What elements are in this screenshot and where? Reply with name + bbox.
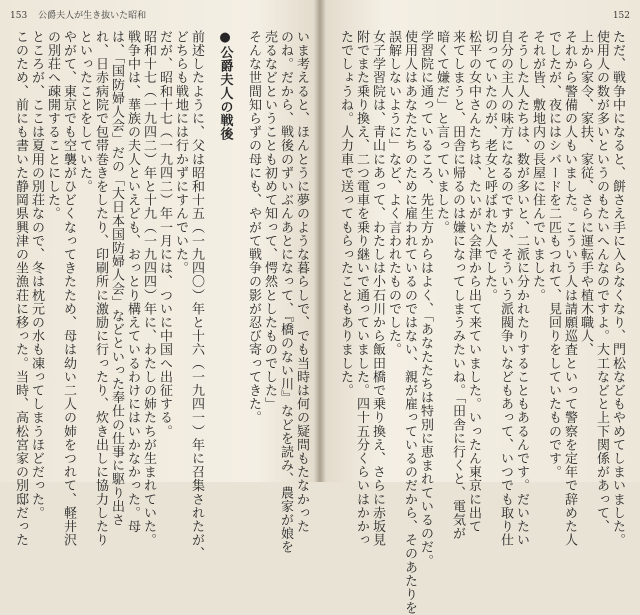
section-heading: ●公爵夫人の戦後: [217, 30, 233, 141]
text-column: 女子学習院は、青山にあって、わたしは小石川から飯田橋で乗り換え、さらに赤坂見: [370, 30, 385, 547]
text-column: いま考えると、ほんとうに夢のような暮らしで、でも当時は何の疑問もたなかった: [294, 30, 309, 534]
column-spacer: [235, 30, 245, 468]
left-page-header: [10, 8, 146, 24]
right-page-header: [613, 8, 630, 24]
text-column: やがて、東京でも空襲がひどくなってきたため、母は幼い二人の姉をつれて、軽井沢: [61, 30, 76, 547]
text-column: ただ、戦争中になると、餅さえ手に入らなくなり、門松などもやめてしまいました。: [610, 30, 625, 547]
column-spacer: [206, 30, 216, 468]
text-column: 暗くて嫌だ」と言っていました。: [434, 30, 449, 234]
text-column: だが、昭和十七（一九四二）年一月には、ついに中国へ出征する。: [157, 30, 172, 438]
text-column: 切っていたのが、老女と呼ばれた人でした。: [482, 30, 497, 302]
right-page-number: 152: [612, 11, 630, 21]
text-column: どちらも戦地には行かずにすんでいた。: [173, 30, 188, 275]
text-column: 誤解しないように」など、よく言われたものでした。: [386, 30, 401, 357]
text-column: 使用人はあなたたちのために雇われているのではない、親が雇っているのだから、そのあたりを: [402, 30, 417, 615]
text-column: このため、前にも書いた静岡県興津の坐漁荘に移った。当時、高松宮家の別邸だった: [13, 30, 28, 547]
text-column: それが皆、敷地内の長屋に住んでいました。: [530, 30, 545, 302]
text-column: それから警備の人もいました。こういう人は請願巡査といって警察を定年で辞めた人: [562, 30, 577, 547]
text-column: は、「国防婦人会」だの「大日本国防婦人会」などといった奉仕の仕事に駆り出さ: [109, 30, 124, 527]
left-page-number: 153: [10, 11, 28, 21]
text-column: 自分の主人の味方になるのですが、そういう派閥争いなどもあって、いつでも取り仕: [498, 30, 513, 547]
running-title: 公爵夫人が生き抜いた昭和: [38, 11, 147, 21]
text-column: たでしょうね。人力車で送ってもらったこともありました。: [338, 30, 353, 398]
book-gutter: [314, 0, 326, 482]
text-column: 松平の女中さんたちは、たいがい会津から出て来ていました。いったん東京に出て: [466, 30, 481, 534]
text-column: そうした人たちは、数が多いと、二派に分かれたりすることもあるんです。だいたい: [514, 30, 529, 547]
text-column: 来てしまうと、田舎に帰るのは嫌になってしまうみたいね。「田舎に行くと、電気が: [450, 30, 465, 541]
text-column: 附でまた乗り換え、二つ電車を乗り継いで通っていました。四十五分くらいはかかっ: [354, 30, 369, 547]
text-column: 上から家令、家扶、家従、さらに運転手や植木職人、: [578, 30, 593, 357]
text-column: でしたが、夜にはシバードを二匹もつれて、見回りをしていたものです。: [546, 30, 561, 479]
left-page: [13, 30, 309, 561]
text-column: 昭和十七（一九四二）年と十九（一九四四）年に、わたしの姉たちが生まれていた。: [141, 30, 156, 547]
text-column: 前述したように、父は昭和十五（一九四〇）年と十六（一九四一）年に召集されたが、: [189, 30, 204, 561]
text-column: そんな世間知らずの母にも、やがて戦争の影が忍び寄ってきた。: [246, 30, 261, 425]
text-column: のね。だから、戦後のずいぶんあとになって、『橋のない川』などを読み、農家が娘を: [278, 30, 293, 554]
text-column: 売るなどということも初めて知って、愕然としたものでした」: [262, 30, 277, 411]
text-column: 戦争中は、華族の夫人といえども、おっとり構えているわけにはいかなかった。母: [125, 30, 140, 534]
text-column: 使用人の数が多いというのもたいへんなのですよ。大工などと上下関係があって、: [594, 30, 609, 534]
text-column: 学習院に通っているころ、先生方からはよく、「あなたたちは特別に恵まれているのだ。: [418, 30, 433, 568]
text-column: ところが、ここは夏用の別荘なので、冬は枕元の水も凍ってしまうほどだった。: [29, 30, 44, 520]
right-page: [334, 30, 625, 615]
text-column: の別荘へ疎開することにした。: [45, 30, 60, 221]
text-column: れ、日赤病院で包帯巻きをしたり、印刷所に激励に行ったり、炊き出しに協力したり: [93, 30, 108, 547]
text-column: といったことをしていた。: [77, 30, 92, 194]
